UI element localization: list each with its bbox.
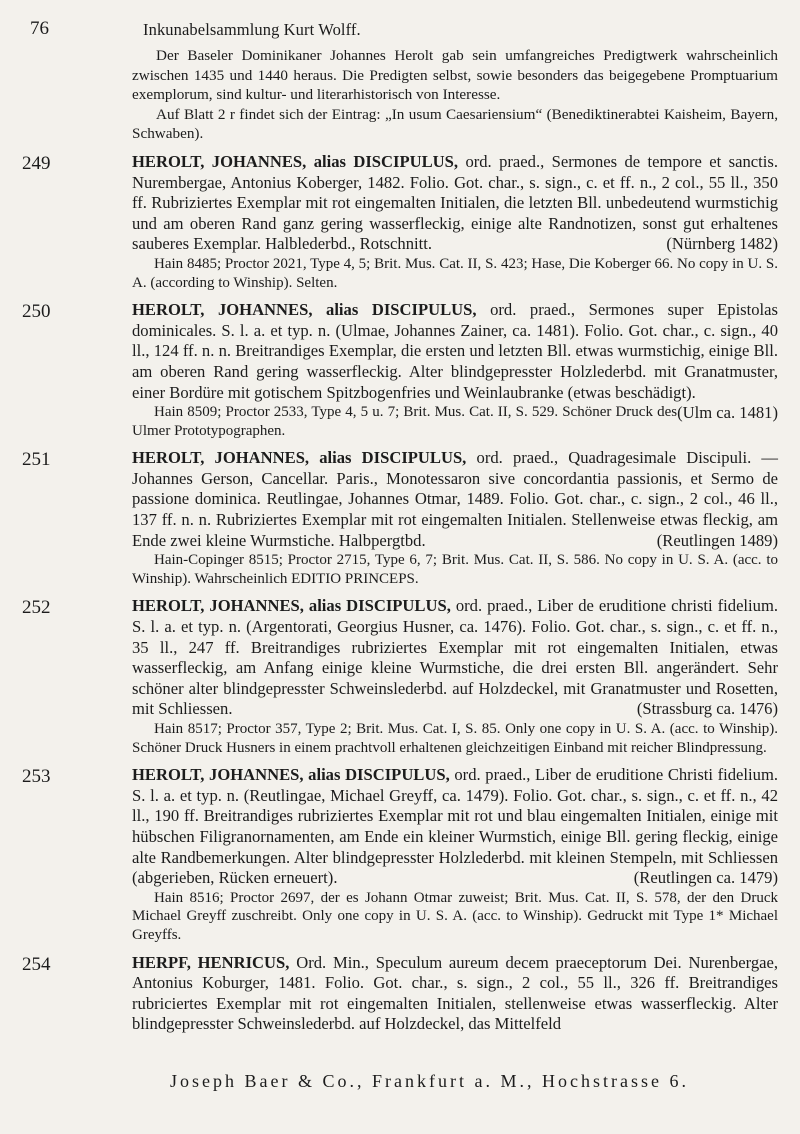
- entry-heading: HEROLT, JOHANNES, alias DISCIPULUS,: [132, 765, 450, 785]
- entry-text: ord. praed., Sermones super Epistolas dominicales. S. l. a. et typ. n. (Ulmae, Johannes Zainer, ca. 1481). Folio. Got. char., c. sign., 40 ll., 124 ff. n. n. Breitrandiges Exemplar, die ersten und letzten Bll. etwas wurmstichig, einige Bll. am oberen Rand gering wasserfleckig. Alter blindgepresster Holzlederbd. mit Granatmuster, einer Bordüre mit gotischem Spitzbogenfries und Weinlaubranke (etwas beschädigt).: [132, 300, 778, 402]
- entry-number: 250: [22, 301, 51, 323]
- entry-number: 252: [22, 597, 51, 619]
- entry-place: (Reutlingen ca. 1479): [633, 868, 778, 888]
- page-header: [22, 14, 778, 40]
- catalog-entry: [22, 300, 778, 440]
- entry-note: Hain 8509; Proctor 2533, Type 4, 5 u. 7; Brit. Mus. Cat. II, S. 529. Schöner Druck des Ulmer Prototypographen.: [132, 404, 678, 439]
- entry-heading: HEROLT, JOHANNES, alias DISCIPULUS,: [132, 596, 451, 616]
- running-title: Inkunabelsammlung Kurt Wolff.: [143, 20, 361, 39]
- entry-text: Ord. Min., Speculum aureum decem praeceptorum Dei. Nurenbergae, Antonius Koburger, 1481. Folio. Got. char., s. sign., 2 col., 55 ll., 326 ff. Breitrandiges rubriciertes Exemplar mit rot eingemalten Initialen, stellenweise etwas wasserfleckig. Alter blindgepresster Schweinslederbd. auf Holzdeckel, das Mittelfeld: [132, 952, 779, 1034]
- entry-text: ord. praed., Sermones de tempore et sanctis. Nurembergae, Antonius Koberger, 1482. Folio. Got. char., s. sign., c. et ff. n., 2 col., 55 ll., 350 ff. Rubriziertes Exemplar mit rot eingemalten Initialen, die letzten Bll. unbedeutend wurmstichig und am oberen Rand ganz gering wasserfleckig, einige alte Randnotizen, sonst gut erhaltenes sauberes Exemplar. Halblederbd., Rotschnitt.: [132, 151, 778, 254]
- entry-note: Hain-Copinger 8515; Proctor 2715, Type 6, 7; Brit. Mus. Cat. II, S. 586. No copy in U. S. A. (acc. to Winship). Wahrscheinlich EDITIO PRINCEPS.: [132, 552, 778, 587]
- entry-heading: HEROLT, JOHANNES, alias DISCIPULUS,: [132, 151, 459, 171]
- intro-paragraph: Auf Blatt 2 r findet sich der Eintrag: „In usum Caesariensium“ (Benediktinerabtei Kaisheim, Bayern, Schwaben).: [132, 105, 778, 143]
- entry-place: (Reutlingen 1489): [656, 530, 778, 550]
- entry-place: (Ulm ca. 1481): [677, 403, 778, 423]
- publisher-imprint: Joseph Baer & Co., Frankfurt a. M., Hochstrasse 6.: [170, 1071, 689, 1091]
- catalog-entry: [22, 596, 778, 757]
- catalog-entry: [22, 448, 778, 588]
- entry-text: ord. praed., Liber de eruditione Christi fidelium. S. l. a. et typ. n. (Reutlingae, Michael Greyff, ca. 1479). Folio. Got. char., s. sign., c. et ff. n., 42 ll., 190 ff. Breitrandiges rubriziertes Exemplar mit rot und blau eingemalten Initialen, einige mit hübschen Filigranornamenten, am Ende ein kleiner Wurmstich, einige Bll. gering fleckig, einige alte Randbemerkungen. Alter blindgepresster Holzlederbd. mit kleinen Stempeln, mit Schliessen (abgerieben, Rücken erneuert).: [132, 765, 778, 888]
- entry-text: ord. praed., Quadragesimale Discipuli. — Johannes Gerson, Cancellar. Paris., Monotessaron sive concordantia passionis, et Sermo de passione dominica. Reutlingae, Johannes Otmar, 1489. Folio. Got. char., c. sign., 2 col., 46 ll., 137 ff. n. n. Rubriziertes Exemplar mit rot eingemalten Initialen. Stellenweise etwas fleckig, am Ende zwei kleine Wurmstiche. Halbpergtbd.: [132, 448, 778, 550]
- publisher-footer: [170, 1071, 689, 1092]
- entry-number: 249: [22, 152, 51, 174]
- entry-description: [132, 596, 778, 720]
- entry-description: [132, 953, 778, 1035]
- entry-place: (Nürnberg 1482): [666, 234, 778, 254]
- entry-text: ord. praed., Liber de eruditione christi fidelium. S. l. a. et typ. n. (Argentorati, Georgius Husner, ca. 1476). Folio. Got. char., s. sign., c. et ff. n., 35 ll., 247 ff. Breitrandiges rubriziertes Exemplar mit rot eingemalten Initialen, etwas wasserfleckig, am Anfang einige kleine Wurmstiche, die drei ersten Bll. angerändert. Sehr schöner alter blindgepresster Schweinslederbd. auf Holzdeckel, mit Granatmuster und Rosetten, mit Schliessen.: [132, 596, 779, 719]
- entry-heading: HEROLT, JOHANNES, alias DISCIPULUS,: [132, 300, 477, 320]
- intro-paragraph: Der Baseler Dominikaner Johannes Herolt gab sein umfangreiches Predigtwerk wahrscheinlich zwischen 1435 und 1440 heraus. Die Predigten selbst, sowie besonders das beigegebene Promptuarium exemplorum, sind kultur- und literarhistorisch von Interesse.: [132, 47, 778, 104]
- entry-place: (Strassburg ca. 1476): [636, 699, 778, 719]
- entry-number: 253: [22, 766, 51, 788]
- entry-heading: HEROLT, JOHANNES, alias DISCIPULUS,: [132, 448, 467, 468]
- entry-description: [132, 765, 778, 889]
- entry-note: Hain 8517; Proctor 357, Type 2; Brit. Mus. Cat. I, S. 85. Only one copy in U. S. A. (acc. to Winship). Schöner Druck Husners in einem prachtvoll erhaltenen gleichzeitigen Einband mit reicher Blindpressung.: [132, 721, 778, 756]
- entry-note: Hain 8485; Proctor 2021, Type 4, 5; Brit. Mus. Cat. II, S. 423; Hase, Die Koberger 66. No copy in U. S. A. (according to Winship). Selten.: [132, 255, 778, 291]
- entry-number: 251: [22, 449, 51, 471]
- catalog-entry: [22, 152, 778, 292]
- entry-heading: HERPF, HENRICUS,: [132, 952, 290, 972]
- entry-description: [132, 448, 778, 551]
- entry-note: Hain 8516; Proctor 2697, der es Johann Otmar zuweist; Brit. Mus. Cat. II, S. 578, der den Druck Michael Greyff zuschreibt. Only one copy in U. S. A. (acc. to Winship). Gedruckt mit Type 1* Michael Greyffs.: [132, 889, 778, 943]
- catalog-entry: [22, 953, 778, 1035]
- catalog-entry: [22, 765, 778, 944]
- entry-number: 254: [22, 953, 51, 975]
- page-number: 76: [30, 18, 49, 39]
- intro-text: [132, 46, 778, 144]
- entry-description: [132, 152, 778, 255]
